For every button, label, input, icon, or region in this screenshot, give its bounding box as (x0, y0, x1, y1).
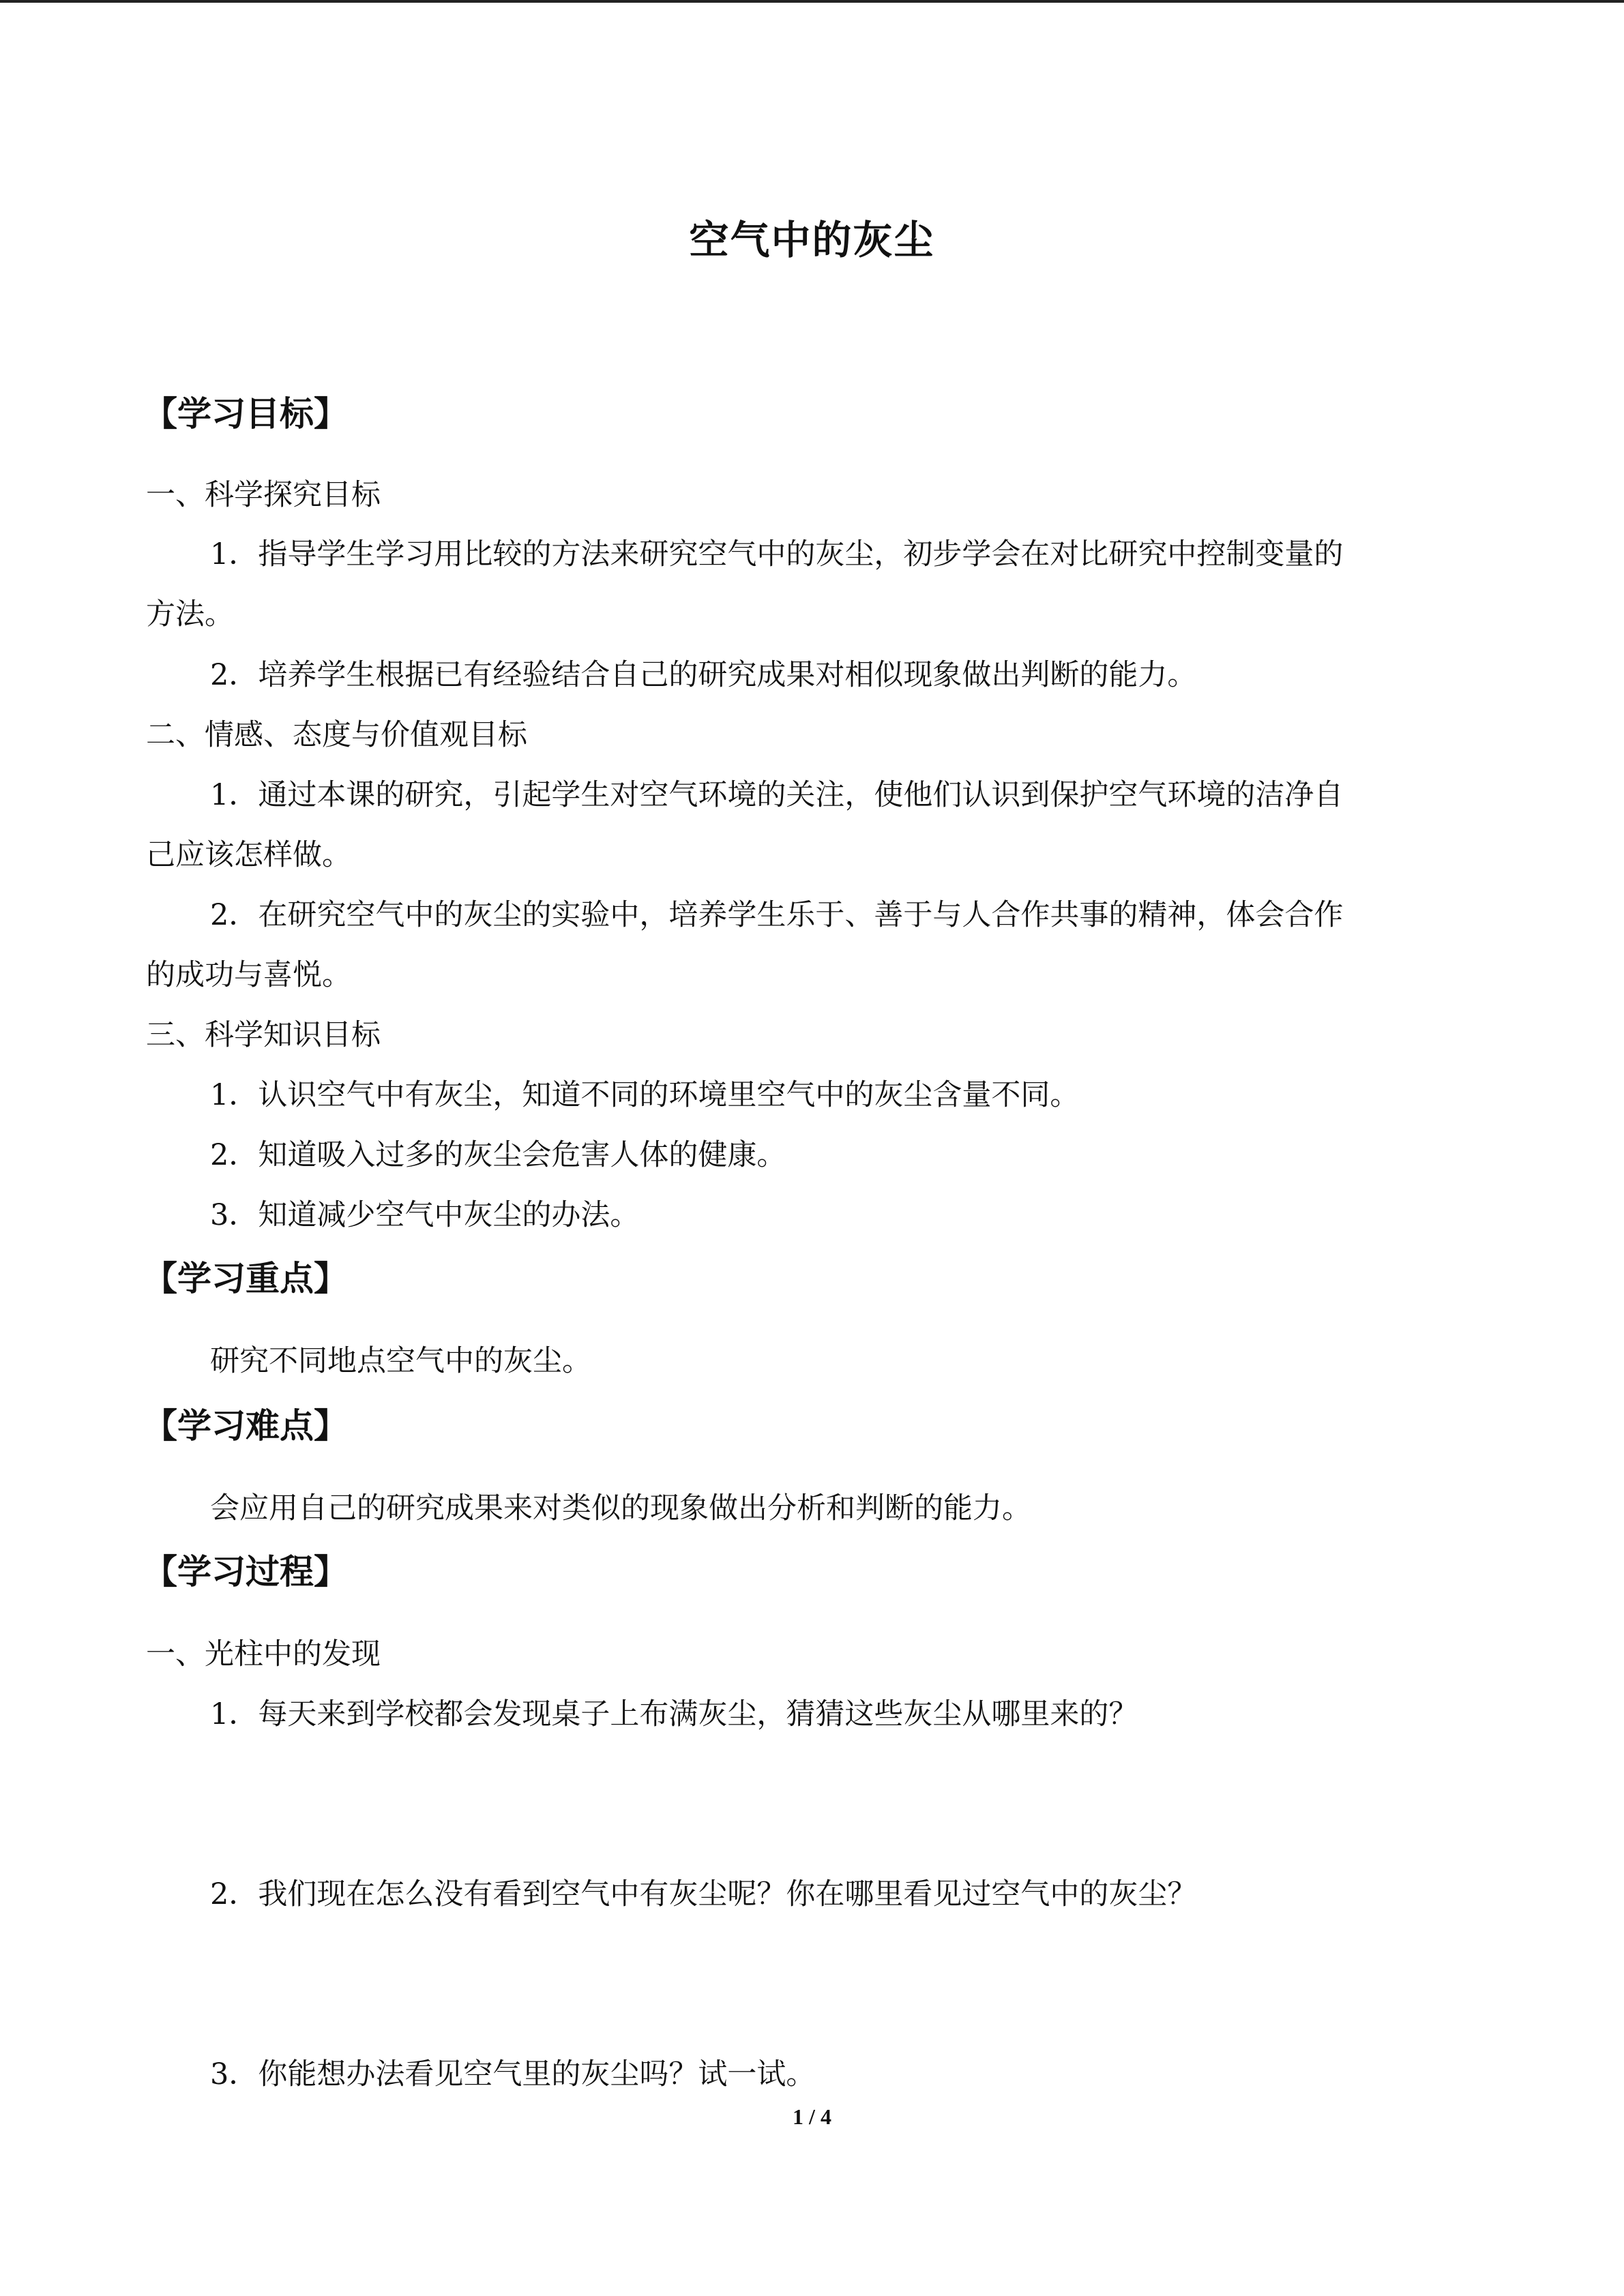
page-number: 1 / 4 (793, 2104, 831, 2129)
process-question-2: 2．我们现在怎么没有看到空气中有灰尘呢？你在哪里看见过空气中的灰尘？ (210, 1877, 1197, 1911)
key-points-text: 研究不同地点空气中的灰尘。 (210, 1344, 591, 1378)
goals-sub3-item1: 1．认识空气中有灰尘，知道不同的环境里空气中的灰尘含量不同。 (210, 1078, 1080, 1112)
goals-sub2-item1-line2: 己应该怎样做。 (146, 838, 351, 872)
difficulties-text: 会应用自己的研究成果来对类似的现象做出分析和判断的能力。 (210, 1491, 1031, 1525)
goals-sub1-item2: 2．培养学生根据已有经验结合自己的研究成果对相似现象做出判断的能力。 (210, 658, 1197, 692)
process-question-1: 1．每天来到学校都会发现桌子上布满灰尘，猜猜这些灰尘从哪里来的？ (210, 1697, 1138, 1731)
goals-sub2-item2-line1: 2．在研究空气中的灰尘的实验中，培养学生乐于、善于与人合作共事的精神，体会合作 (210, 898, 1344, 932)
goals-sub1-item1-line1: 1．指导学生学习用比较的方法来研究空气中的灰尘，初步学会在对比研究中控制变量的 (210, 537, 1344, 571)
goals-sub2-item2-line2: 的成功与喜悦。 (146, 958, 351, 992)
page-title: 空气中的灰尘 (689, 217, 935, 263)
heading-process: 【学习过程】 (143, 1552, 348, 1592)
goals-sub1-item1-line2: 方法。 (146, 597, 234, 631)
heading-difficulties: 【学习难点】 (143, 1406, 348, 1446)
goals-sub3-item3: 3．知道减少空气中灰尘的办法。 (210, 1198, 640, 1232)
goals-sub3: 三、科学知识目标 (146, 1018, 381, 1052)
goals-sub2: 二、情感、态度与价值观目标 (146, 718, 527, 752)
goals-sub3-item2: 2．知道吸入过多的灰尘会危害人体的健康。 (210, 1138, 786, 1172)
top-border (0, 0, 1624, 3)
heading-key-points: 【学习重点】 (143, 1259, 348, 1298)
heading-goals: 【学习目标】 (143, 394, 348, 434)
process-sub1: 一、光柱中的发现 (146, 1637, 381, 1671)
goals-sub1: 一、科学探究目标 (146, 478, 381, 512)
goals-sub2-item1-line1: 1．通过本课的研究，引起学生对空气环境的关注，使他们认识到保护空气环境的洁净自 (210, 778, 1344, 812)
process-question-3: 3．你能想办法看见空气里的灰尘吗？试一试。 (210, 2057, 816, 2091)
